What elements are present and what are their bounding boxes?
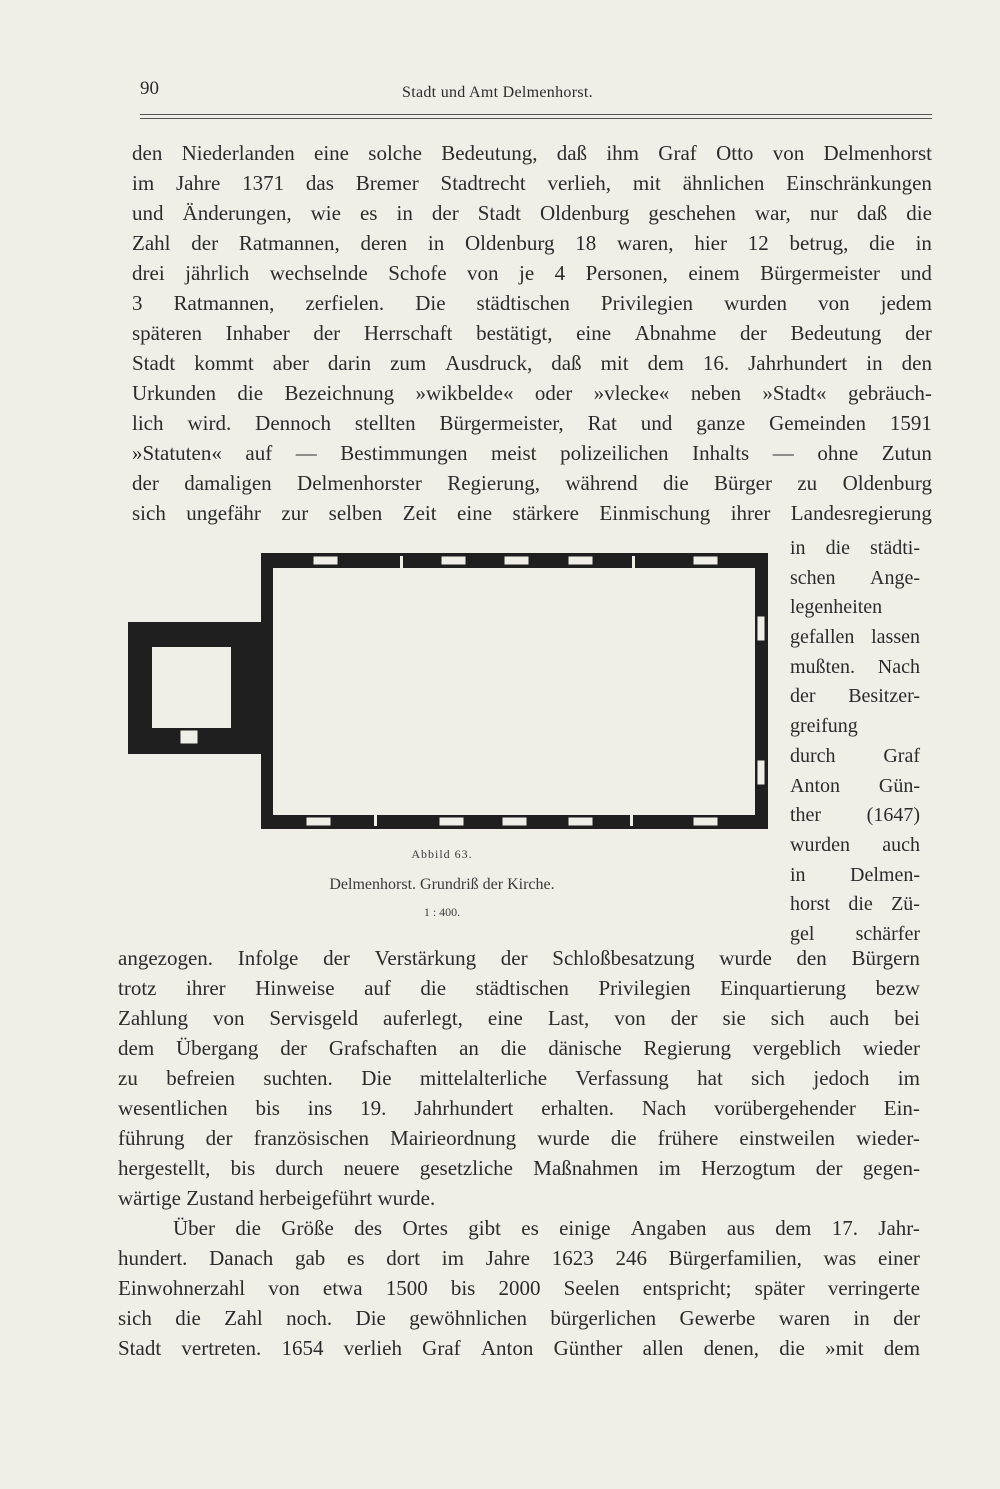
text-line: im Jahre 1371 das Bremer Stadtrecht verlieh, mit ähnlichen Einschränkungen — [132, 171, 932, 195]
page-header — [140, 74, 930, 104]
text-line: sich die Zahl noch. Die gewöhnlichen bürgerlichen Gewerbe waren in der — [118, 1306, 920, 1330]
text-line: trotz ihrer Hinweise auf die städtischen Privilegien Einquartierung bezw — [118, 976, 920, 1000]
text-line: wärtige Zustand herbeigeführt wurde. — [118, 1186, 436, 1210]
running-title: Stadt und Amt Delmenhorst. — [402, 84, 593, 101]
text-line: durch Graf — [790, 744, 920, 767]
text-line: angezogen. Infolge der Verstärkung der Schloßbesatzung wurde den Bürgern — [118, 946, 920, 970]
text-line: und Änderungen, wie es in der Stadt Oldenburg geschehen war, nur daß die — [132, 201, 932, 225]
text-line: wesentlichen bis ins 19. Jahrhundert erhalten. Nach vorübergehender Ein- — [118, 1096, 920, 1120]
text-line: drei jährlich wechselnde Schofe von je 4 Personen, einem Bürgermeister und — [132, 261, 932, 285]
text-line: Zahl der Ratmannen, deren in Oldenburg 18 waren, hier 12 betrug, die in — [132, 231, 932, 255]
text-line: wurden auch — [790, 833, 920, 856]
text-line: legenheiten — [790, 596, 883, 619]
body-text-beside-figure — [790, 534, 920, 950]
figure-label: Abbild 63. — [411, 847, 473, 861]
text-line: Einwohnerzahl von etwa 1500 bis 2000 Seelen entspricht; später verringerte — [118, 1276, 920, 1300]
text-line: zu befreien suchten. Die mittelalterliche Verfassung hat sich jedoch im — [118, 1066, 920, 1090]
text-line: der Besitzer- — [790, 685, 920, 708]
church-floor-plan — [128, 548, 778, 838]
text-line: mußten. Nach — [790, 655, 920, 678]
text-line: späteren Inhaber der Herrschaft bestätigt, eine Abnahme der Bedeutung der — [132, 321, 932, 345]
text-line: hundert. Danach gab es dort im Jahre 1623 246 Bürgerfamilien, was einer — [118, 1246, 920, 1270]
text-line: Über die Größe des Ortes gibt es einige Angaben aus dem 17. Jahr- — [173, 1216, 920, 1240]
page-number: 90 — [140, 78, 159, 99]
text-line: Urkunden die Bezeichnung »wikbelde« oder »vlecke« neben »Stadt« gebräuch- — [132, 381, 932, 405]
figure-caption: Delmenhorst. Grundriß der Kirche. — [329, 876, 555, 893]
nave-interior — [273, 568, 755, 815]
text-line: den Niederlanden eine solche Bedeutung, daß ihm Graf Otto von Delmenhorst — [132, 141, 932, 165]
text-line: »Statuten« auf — Bestimmungen meist polizeilichen Inhalts — ohne Zutun — [132, 441, 932, 465]
text-line: schen Ange- — [790, 566, 920, 589]
text-line: sich ungefähr zur selben Zeit eine stärkere Einmischung ihrer Landesregierung — [132, 501, 932, 525]
text-line: in Delmen- — [790, 863, 920, 886]
text-line: Zahlung von Servisgeld auferlegt, eine Last, von der sie sich auch bei — [118, 1006, 920, 1030]
text-line: der damaligen Delmenhorster Regierung, während die Bürger zu Oldenburg — [132, 471, 932, 495]
text-line: lich wird. Dennoch stellten Bürgermeister, Rat und ganze Gemeinden 1591 — [132, 411, 932, 435]
text-line: gefallen lassen — [790, 626, 920, 649]
text-line: hergestellt, bis durch neuere gesetzliche Maßnahmen im Herzogtum der gegen- — [118, 1156, 920, 1180]
text-line: führung der französischen Mairieordnung wurde die frühere einstweilen wieder- — [118, 1126, 920, 1150]
header-rule — [140, 118, 932, 119]
header-rule — [140, 114, 932, 115]
text-line: Stadt kommt aber darin zum Ausdruck, daß mit dem 16. Jahrhundert in den — [132, 351, 932, 375]
tower-interior — [152, 647, 231, 728]
text-line: in die städti- — [790, 537, 920, 559]
tower-doorway — [180, 730, 198, 744]
text-line: dem Übergang der Grafschaften an die dänische Regierung vergeblich wieder — [118, 1036, 920, 1060]
text-line: 3 Ratmannen, zerfielen. Die städtischen Privilegien wurden von jedem — [132, 291, 932, 315]
text-line: gel schärfer — [790, 922, 920, 945]
text-line: greifung — [790, 715, 858, 738]
text-line: Anton Gün- — [790, 774, 920, 797]
text-line: ther (1647) — [790, 804, 920, 827]
text-line: Stadt vertreten. 1654 verlieh Graf Anton Günther allen denen, die »mit dem — [118, 1336, 920, 1360]
text-line: horst die Zü- — [790, 893, 920, 916]
figure-scale: 1 : 400. — [423, 905, 461, 919]
